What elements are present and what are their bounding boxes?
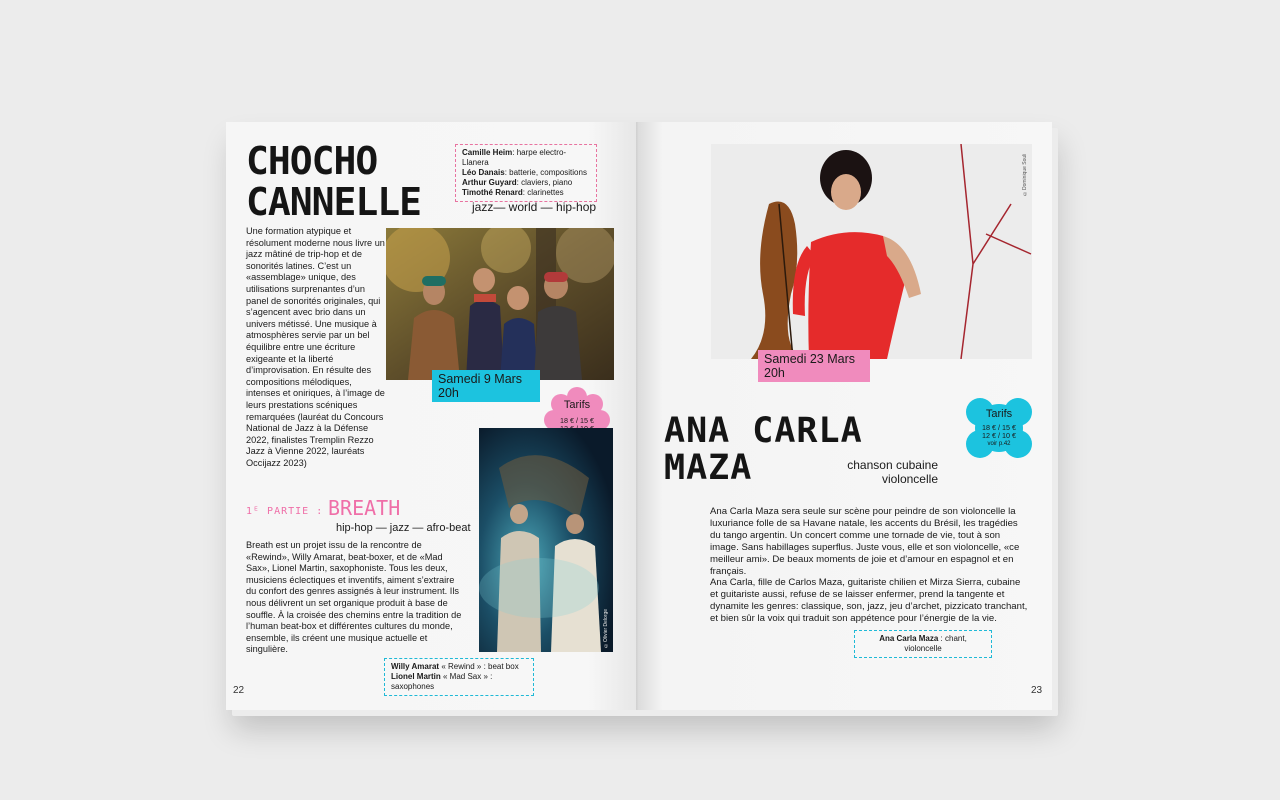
breath-photo-credit: ©Olivier Delorge (603, 608, 609, 648)
date-day: Samedi 9 Mars (438, 372, 523, 386)
tarifs-line1: 18 € / 15 € (560, 416, 594, 425)
band-genres: jazz— world — hip-hop (472, 200, 597, 214)
date-time: 20h (438, 386, 459, 400)
page-number-left: 22 (233, 685, 245, 696)
band-photo-image (386, 228, 614, 380)
band-credits (455, 144, 597, 202)
credit-role: : chant, violoncelle (904, 634, 967, 653)
band-title (246, 139, 422, 224)
breath-photo (479, 428, 613, 652)
left-page (226, 122, 638, 710)
tarifs-line3: voir p.42 (987, 441, 1011, 447)
tarifs-label: Tarifs (985, 408, 1013, 420)
artist-date-tag (758, 350, 870, 382)
credit-line: Willy Amarat « Rewind » : beat box (391, 662, 519, 671)
band-title-line2: CANNELLE (246, 180, 422, 224)
partie-description: Breath est un projet issu de la rencontre de «Rewind», Willy Amarat, beat-boxer, et de «Mad Sax», Lionel Martin, saxophoniste. Tous les deux, musiciens éclectiques et inventifs, aiment s’extraire du confort des genres assignés à leur instrument. Ils nous délivrent un set organique produit à base de souffle. À la croisée des chemins entre la tradition de l’human beat-box et différentes cultures du monde, ensemble, ils créent une musique actuelle et singulière. (246, 540, 462, 655)
band-date-tag (432, 370, 540, 402)
breath-photo-image (479, 428, 613, 652)
right-page (638, 122, 1052, 710)
credit-name: Ana Carla Maza (879, 634, 939, 643)
artist-credit (854, 630, 992, 658)
partie-credits (384, 658, 534, 696)
date-time: 20h (764, 366, 785, 380)
partie-title: BREATH (328, 496, 401, 520)
artist-title-line2: MAZA (664, 448, 753, 488)
genre-line1: chanson cubaine (847, 458, 938, 472)
partie-genres: hip-hop — jazz — afro-beat (336, 522, 471, 534)
artist-genres (824, 458, 938, 486)
band-description: Une formation atypique et résolument moderne nous livre un jazz mâtiné de trip-hop et de sonorités latines. C’est un «assemblage» unique, des utilisations surprenantes d’un panel de sonorités originales, qui s’agencent avec brio dans un univers métissé. Une musique à atmosphères servie par un bel équilibre entre une écriture exigeante et la liberté d’improvisation. En résulte des compositions mélodiques, intenses et oniriques, à l’image de leurs prestations scéniques remarquées (lauréat du Concours National de Jazz à la Défense 2022, finalistes Tremplin Rezzo Jazz à Vienne 2022, lauréats Occijazz 2023) (246, 226, 385, 468)
tarifs-badge (964, 396, 1034, 460)
artist-photo-image (711, 144, 1032, 359)
tarifs-line1: 18 € / 15 € (982, 423, 1016, 432)
artist-title-line1: ANA CARLA (664, 411, 863, 451)
artist-photo-credit: ©Dominique Souli (1022, 153, 1028, 196)
band-photo (386, 228, 614, 380)
credit-line: Léo Danais: batterie, compositions (462, 168, 587, 177)
tarifs-label: Tarifs (563, 399, 591, 411)
artist-description: Ana Carla Maza sera seule sur scène pour peindre de son violoncelle la luxuriance folle de sa Havane natale, les accents du Brésil, les tragédies du tango argentin. Un concert comme une tornade de vie, tout à son image. Sans habillages superflus. Juste vous, elle et son violoncelle, «ce meilleur ami». De beaux moments de joie et d’amour en espagnol et en français. Ana Carla, fille de Carlos Maza, guitariste chilien et Mirza Sierra, cubaine et guitariste aussi, refuse de se laisser enfermer, prend la tangente et dynamite les genres: classique, son, jazz, jeu d’archet, pizzicato tranchant, et bien sûr la voix qui traduit son appétence pour l’énergie de la vie. (710, 506, 1028, 625)
partie-label: 1ᴱ PARTIE : (246, 506, 324, 517)
credit-line: Lionel Martin « Mad Sax » : saxophones (391, 672, 493, 691)
date-day: Samedi 23 Mars (764, 352, 856, 366)
artist-photo (711, 144, 1032, 359)
page-number-right: 23 (1031, 685, 1043, 696)
band-title-line1: CHOCHO (246, 139, 378, 183)
tarifs-line2: 12 € / 10 € (982, 431, 1016, 440)
credit-line: Timothé Renard: clarinettes (462, 188, 564, 197)
credit-line: Arthur Guyard: claviers, piano (462, 178, 573, 187)
genre-line2: violoncelle (881, 472, 938, 486)
credit-line: Camille Heim: harpe electro-Llanera (462, 148, 567, 167)
